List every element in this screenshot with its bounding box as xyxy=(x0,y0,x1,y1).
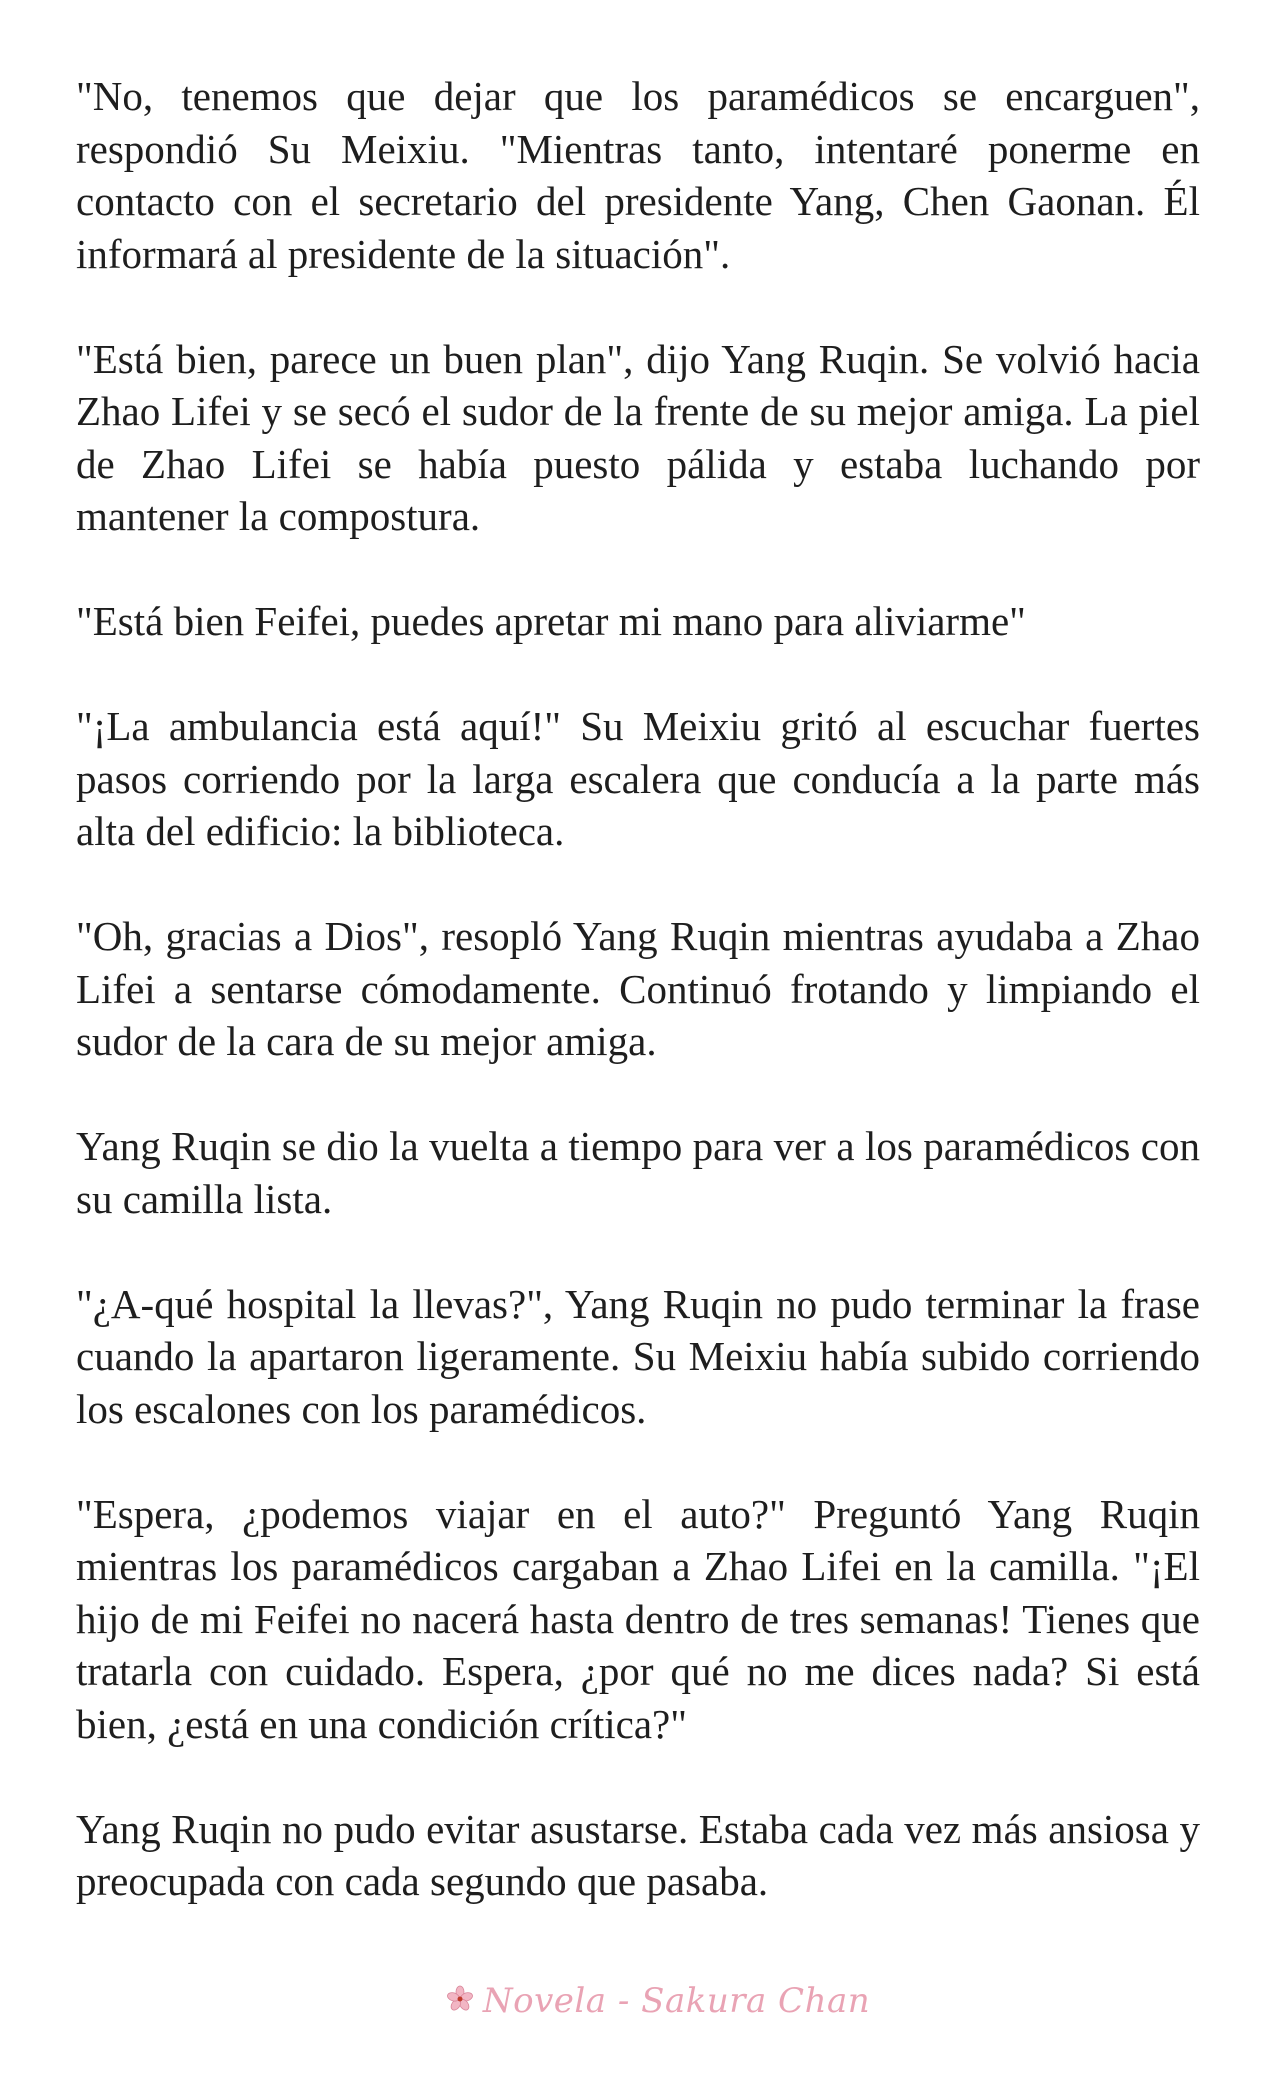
sakura-flower-icon xyxy=(445,1984,475,2019)
paragraph-5: "Oh, gracias a Dios", resopló Yang Ruqin mientras ayudaba a Zhao Lifei a sentarse cómodamente. Continuó frotando y limpiando el sudor de la cara de su mejor amiga. xyxy=(76,913,1200,1064)
paragraph-8: "Espera, ¿podemos viajar en el auto?" Preguntó Yang Ruqin mientras los paramédicos cargaban a Zhao Lifei en la camilla. "¡El hijo de mi Feifei no nacerá hasta dentro de tres semanas! Tienes que tratarla con cuidado. Espera, ¿por qué no me dices nada? Si está bien, ¿está en una condición crítica?" xyxy=(76,1490,1200,1747)
paragraph-6: Yang Ruqin se dio la vuelta a tiempo para ver a los paramédicos con su camilla lista. xyxy=(76,1123,1200,1222)
watermark xyxy=(0,1976,1275,2026)
paragraph-3: "Está bien Feifei, puedes apretar mi mano para aliviarme" xyxy=(76,598,1026,644)
paragraph-4: "¡La ambulancia está aquí!" Su Meixiu gritó al escuchar fuertes pasos corriendo por la larga escalera que conducía a la parte más alta del edificio: la biblioteca. xyxy=(76,703,1200,854)
paragraph-9: Yang Ruqin no pudo evitar asustarse. Estaba cada vez más ansiosa y preocupada con cada segundo que pasaba. xyxy=(76,1805,1200,1904)
paragraph-7: "¿A-qué hospital la llevas?", Yang Ruqin no pudo terminar la frase cuando la apartaron ligeramente. Su Meixiu había subido corriendo los escalones con los paramédicos. xyxy=(76,1280,1200,1432)
paragraph-1: "No, tenemos que dejar que los paramédicos se encarguen", respondió Su Meixiu. "Mientras tanto, intentaré ponerme en contacto con el secretario del presidente Yang, Chen Gaonan. Él informará al presidente de la situación". xyxy=(76,73,1200,277)
watermark-text: Novela - Sakura Chan xyxy=(482,1981,871,2021)
paragraph-2: "Está bien, parece un buen plan", dijo Yang Ruqin. Se volvió hacia Zhao Lifei y se secó el sudor de la frente de su mejor amiga. La piel de Zhao Lifei se había puesto pálida y estaba luchando por mantener la compostura. xyxy=(76,335,1200,539)
story-text xyxy=(76,70,1200,1960)
